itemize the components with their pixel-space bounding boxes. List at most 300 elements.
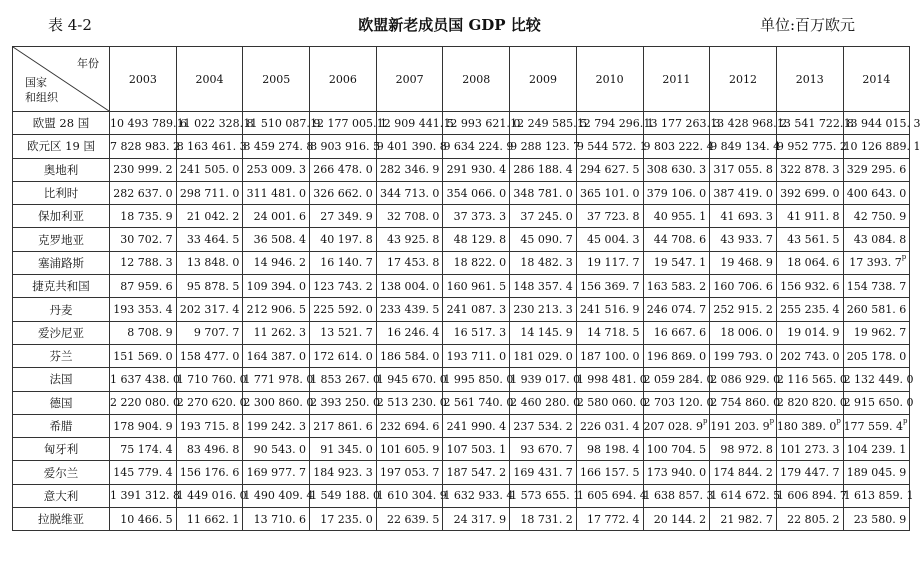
year-header-cell: 2013 xyxy=(776,47,843,112)
corner-country-label xyxy=(25,75,58,105)
country-name-cell: 爱尔兰 xyxy=(13,461,110,484)
gdp-value: 13 541 722. 8 xyxy=(776,116,854,130)
gdp-value: 348 781. 0 xyxy=(513,186,573,200)
gdp-value-cell xyxy=(843,135,921,158)
table-row xyxy=(13,508,910,531)
gdp-value-cell xyxy=(110,438,177,461)
gdp-value-cell xyxy=(843,438,910,461)
gdp-value-cell xyxy=(176,181,243,204)
gdp-value-cell xyxy=(576,414,643,437)
gdp-value: 13 428 968. 2 xyxy=(710,116,788,130)
gdp-value: 17 453. 8 xyxy=(386,256,440,270)
gdp-value-cell xyxy=(310,508,377,531)
gdp-value-cell xyxy=(710,135,781,158)
gdp-value-cell xyxy=(443,508,510,531)
table-row xyxy=(13,251,910,274)
gdp-value: 87 959. 6 xyxy=(120,279,173,293)
gdp-value: 101 273. 3 xyxy=(780,442,840,456)
gdp-value-cell xyxy=(776,368,847,391)
gdp-value: 344 713. 0 xyxy=(379,186,440,200)
gdp-value-cell xyxy=(376,275,443,298)
gdp-value: 13 944 015. 3 xyxy=(843,116,921,130)
gdp-value-cell xyxy=(576,205,643,228)
gdp-value: 36 508. 4 xyxy=(253,233,307,247)
gdp-value: 9 849 134. 4 xyxy=(710,139,781,153)
gdp-value-cell xyxy=(776,321,843,344)
gdp-value-cell xyxy=(310,298,377,321)
year-header-cell: 2011 xyxy=(643,47,710,112)
gdp-value: 298 711. 0 xyxy=(179,186,240,200)
corner-country-line1: 国家 xyxy=(25,76,47,89)
table-row xyxy=(13,158,910,181)
table-body xyxy=(13,112,921,531)
gdp-value-cell xyxy=(776,414,843,437)
gdp-value-cell xyxy=(710,438,777,461)
gdp-value-cell xyxy=(776,251,843,274)
gdp-value: 9 707. 7 xyxy=(193,326,240,340)
gdp-value-cell xyxy=(176,414,243,437)
gdp-value-cell xyxy=(843,368,914,391)
gdp-value-cell xyxy=(643,438,710,461)
gdp-value: 184 923. 3 xyxy=(313,466,373,480)
gdp-value: 1 449 016. 0 xyxy=(176,489,247,503)
gdp-value: 241 087. 3 xyxy=(446,303,507,317)
gdp-value-cell xyxy=(843,228,910,251)
gdp-value: 40 955. 1 xyxy=(653,209,707,223)
gdp-value-cell xyxy=(710,275,777,298)
gdp-value-cell xyxy=(710,461,777,484)
gdp-value-cell xyxy=(643,298,710,321)
gdp-value-cell xyxy=(710,205,777,228)
gdp-value: 45 090. 7 xyxy=(520,233,573,247)
gdp-value-cell xyxy=(310,275,377,298)
gdp-value: 169 431. 7 xyxy=(513,466,573,480)
gdp-value-cell xyxy=(176,391,247,414)
gdp-value: 18 006. 0 xyxy=(720,326,773,340)
table-row xyxy=(13,135,910,158)
gdp-value-cell xyxy=(710,344,777,367)
gdp-value-cell xyxy=(176,508,243,531)
gdp-value-cell xyxy=(776,484,847,507)
gdp-value-cell xyxy=(510,508,577,531)
table-number: 表 4-2 xyxy=(48,16,92,34)
gdp-value-cell xyxy=(376,391,447,414)
gdp-value-cell xyxy=(376,251,443,274)
gdp-value-cell xyxy=(576,275,643,298)
gdp-value: 11 510 087. 9 xyxy=(243,116,321,130)
gdp-value-cell xyxy=(443,298,510,321)
table-row xyxy=(13,205,910,228)
gdp-value: 48 129. 8 xyxy=(453,233,507,247)
gdp-value: 42 750. 9 xyxy=(853,209,907,223)
gdp-value-cell xyxy=(443,368,514,391)
country-name-cell: 拉脱维亚 xyxy=(13,508,110,531)
gdp-value: 43 925. 8 xyxy=(386,233,440,247)
gdp-value-cell xyxy=(843,321,910,344)
gdp-value-cell xyxy=(376,205,443,228)
gdp-value-cell xyxy=(443,251,510,274)
country-name-cell: 捷克共和国 xyxy=(13,275,110,298)
gdp-value: 19 547. 1 xyxy=(653,256,707,270)
gdp-value: 230 999. 2 xyxy=(113,163,173,177)
gdp-value: 83 496. 8 xyxy=(186,442,240,456)
country-name-cell: 欧元区 19 国 xyxy=(13,135,110,158)
gdp-value: 1 771 978. 0 xyxy=(243,372,314,386)
gdp-value: 1 637 438. 0 xyxy=(110,372,180,386)
gdp-value-cell xyxy=(843,391,914,414)
gdp-value-cell xyxy=(376,344,443,367)
gdp-value-cell xyxy=(110,484,180,507)
table-row xyxy=(13,368,910,391)
gdp-value-cell xyxy=(776,158,843,181)
gdp-value: 226 031. 4 xyxy=(580,419,640,433)
gdp-value: 246 074. 7 xyxy=(646,303,707,317)
gdp-value-cell xyxy=(243,298,310,321)
gdp-value-cell xyxy=(310,321,377,344)
gdp-value-cell xyxy=(243,391,314,414)
gdp-value: 187 100. 0 xyxy=(580,349,640,363)
gdp-value-cell xyxy=(576,298,643,321)
country-name-cell: 芬兰 xyxy=(13,344,110,367)
gdp-value-cell xyxy=(576,251,643,274)
gdp-value-cell xyxy=(176,461,243,484)
gdp-value: 1 853 267. 0 xyxy=(310,372,381,386)
gdp-value-cell xyxy=(710,298,777,321)
gdp-value: 11 662. 1 xyxy=(186,512,240,526)
country-name-cell: 塞浦路斯 xyxy=(13,251,110,274)
gdp-value-cell xyxy=(243,158,310,181)
gdp-value-cell xyxy=(443,135,514,158)
year-header-cell: 2014 xyxy=(843,47,910,112)
gdp-value: 1 632 933. 4 xyxy=(443,489,514,503)
gdp-value-cell xyxy=(576,391,647,414)
gdp-value-cell xyxy=(243,181,310,204)
gdp-value: 199 242. 3 xyxy=(246,419,307,433)
gdp-value: 2 460 280. 0 xyxy=(510,396,581,410)
gdp-value: 253 009. 3 xyxy=(246,163,307,177)
gdp-value-cell xyxy=(776,298,843,321)
gdp-value-cell xyxy=(576,158,643,181)
gdp-value: 1 995 850. 0 xyxy=(443,372,514,386)
gdp-value: 2 086 929. 0 xyxy=(710,372,781,386)
gdp-value-cell xyxy=(843,112,921,135)
gdp-value: 40 197. 8 xyxy=(320,233,373,247)
gdp-value: 12 249 585. 5 xyxy=(510,116,588,130)
gdp-value: 392 699. 0 xyxy=(780,186,840,200)
gdp-value: 237 534. 2 xyxy=(513,419,573,433)
provisional-mark: p xyxy=(769,416,775,425)
gdp-value-cell xyxy=(243,251,310,274)
gdp-value: 2 132 449. 0 xyxy=(843,372,914,386)
gdp-value: 13 177 263. 3 xyxy=(643,116,721,130)
gdp-value: 145 779. 4 xyxy=(113,466,173,480)
gdp-value: 241 516. 9 xyxy=(580,303,640,317)
gdp-value-cell xyxy=(576,461,643,484)
gdp-value-cell xyxy=(510,321,577,344)
gdp-value-cell xyxy=(376,368,447,391)
year-header-cell: 2006 xyxy=(310,47,377,112)
gdp-value: 2 820 820. 0 xyxy=(776,396,847,410)
gdp-value: 17 772. 4 xyxy=(587,512,640,526)
gdp-value-cell xyxy=(376,461,443,484)
gdp-value: 30 702. 7 xyxy=(120,233,173,247)
gdp-value: 14 718. 5 xyxy=(587,326,640,340)
gdp-value-cell xyxy=(776,205,843,228)
country-name-cell: 克罗地亚 xyxy=(13,228,110,251)
gdp-value-cell xyxy=(776,344,843,367)
gdp-value: 18 482. 3 xyxy=(520,256,573,270)
gdp-value: 1 945 670. 0 xyxy=(376,372,447,386)
gdp-value-cell xyxy=(510,298,577,321)
gdp-value-cell xyxy=(176,205,243,228)
gdp-value-cell xyxy=(510,275,577,298)
gdp-value-cell xyxy=(643,228,710,251)
gdp-value-cell xyxy=(176,275,243,298)
gdp-value: 225 592. 0 xyxy=(313,303,373,317)
gdp-value: 180 389. 0 xyxy=(776,419,837,433)
country-name-cell: 意大利 xyxy=(13,484,110,507)
gdp-value-cell xyxy=(376,484,447,507)
gdp-value: 93 670. 7 xyxy=(520,442,573,456)
gdp-value: 13 521. 7 xyxy=(320,326,373,340)
gdp-value-cell xyxy=(576,321,643,344)
gdp-value-cell xyxy=(110,181,177,204)
gdp-value: 16 667. 6 xyxy=(653,326,707,340)
gdp-value-cell xyxy=(310,181,377,204)
gdp-value-cell xyxy=(643,508,710,531)
gdp-value-cell xyxy=(443,438,510,461)
gdp-value-cell xyxy=(110,368,180,391)
gdp-value: 212 906. 5 xyxy=(246,303,307,317)
table-row xyxy=(13,181,910,204)
gdp-value: 158 477. 0 xyxy=(179,349,240,363)
gdp-value-cell xyxy=(843,205,910,228)
gdp-value: 12 909 441. 5 xyxy=(376,116,454,130)
gdp-value: 9 288 123. 7 xyxy=(510,139,581,153)
gdp-value: 18 822. 0 xyxy=(453,256,507,270)
gdp-value: 21 042. 2 xyxy=(186,209,240,223)
gdp-value-cell xyxy=(110,391,180,414)
gdp-value-cell xyxy=(576,438,643,461)
gdp-value-cell xyxy=(310,112,388,135)
gdp-value: 379 106. 0 xyxy=(646,186,707,200)
gdp-value: 260 581. 6 xyxy=(846,303,907,317)
gdp-value-cell xyxy=(176,344,243,367)
gdp-value-cell xyxy=(443,461,510,484)
gdp-value: 2 059 284. 0 xyxy=(643,372,714,386)
gdp-value-cell xyxy=(510,484,581,507)
gdp-value: 1 710 760. 0 xyxy=(176,372,247,386)
gdp-value: 1 610 304. 9 xyxy=(376,489,447,503)
gdp-value: 37 723. 8 xyxy=(587,209,640,223)
gdp-value: 91 345. 0 xyxy=(320,442,373,456)
gdp-value: 166 157. 5 xyxy=(580,466,640,480)
gdp-value: 12 177 005. 1 xyxy=(310,116,388,130)
gdp-value-cell xyxy=(510,135,581,158)
corner-year-label: 年份 xyxy=(77,57,99,70)
gdp-value-cell xyxy=(443,484,514,507)
gdp-value: 16 246. 4 xyxy=(386,326,440,340)
gdp-value-cell xyxy=(376,158,443,181)
unit-label: 单位:百万欧元 xyxy=(759,16,855,34)
gdp-value: 23 580. 9 xyxy=(853,512,907,526)
gdp-value-cell xyxy=(510,344,577,367)
gdp-value-cell xyxy=(643,112,721,135)
gdp-value: 9 803 222. 4 xyxy=(643,139,714,153)
country-name-cell: 丹麦 xyxy=(13,298,110,321)
gdp-value-cell xyxy=(176,298,243,321)
gdp-value-cell xyxy=(510,391,581,414)
year-header-cell: 2012 xyxy=(710,47,777,112)
gdp-value: 164 387. 0 xyxy=(246,349,307,363)
provisional-mark: p xyxy=(903,416,908,425)
gdp-value: 8 163 461. 3 xyxy=(176,139,247,153)
gdp-value: 230 213. 3 xyxy=(513,303,573,317)
gdp-value-cell xyxy=(443,112,521,135)
gdp-value-cell xyxy=(776,461,843,484)
gdp-value: 294 627. 5 xyxy=(580,163,640,177)
gdp-value-cell xyxy=(376,228,443,251)
gdp-value: 205 178. 0 xyxy=(846,349,907,363)
gdp-value-cell xyxy=(643,275,710,298)
gdp-value: 241 505. 0 xyxy=(179,163,240,177)
gdp-value: 266 478. 0 xyxy=(313,163,373,177)
gdp-value: 308 630. 3 xyxy=(646,163,707,177)
gdp-value: 16 517. 3 xyxy=(453,326,507,340)
year-header-cell: 2003 xyxy=(110,47,177,112)
gdp-value: 255 235. 4 xyxy=(780,303,840,317)
gdp-value-cell xyxy=(710,484,781,507)
gdp-value-cell xyxy=(710,181,777,204)
gdp-value: 24 317. 9 xyxy=(453,512,507,526)
gdp-value: 2 703 120. 0 xyxy=(643,396,714,410)
gdp-value: 8 459 274. 8 xyxy=(243,139,314,153)
gdp-value-cell xyxy=(443,275,510,298)
gdp-value: 354 066. 0 xyxy=(446,186,507,200)
gdp-value-cell xyxy=(576,484,647,507)
country-name-cell: 匈牙利 xyxy=(13,438,110,461)
gdp-value: 2 580 060. 0 xyxy=(576,396,647,410)
year-header-cell: 2004 xyxy=(176,47,243,112)
gdp-value: 7 828 983. 2 xyxy=(110,139,180,153)
gdp-value: 191 203. 9 xyxy=(710,419,770,433)
gdp-value: 9 952 775. 2 xyxy=(776,139,847,153)
gdp-value: 22 639. 5 xyxy=(386,512,440,526)
gdp-value: 1 614 672. 5 xyxy=(710,489,781,503)
gdp-value: 2 393 250. 0 xyxy=(310,396,381,410)
gdp-value-cell xyxy=(376,438,443,461)
table-row xyxy=(13,461,910,484)
gdp-value: 207 028. 9 xyxy=(643,419,703,433)
gdp-value-cell xyxy=(710,414,777,437)
country-name-cell: 德国 xyxy=(13,391,110,414)
gdp-value: 43 084. 8 xyxy=(853,233,907,247)
gdp-value: 37 373. 3 xyxy=(453,209,507,223)
corner-header-cell xyxy=(13,47,110,112)
gdp-value-cell xyxy=(576,368,647,391)
gdp-value-cell xyxy=(443,414,510,437)
gdp-value: 95 878. 5 xyxy=(186,279,240,293)
gdp-value-cell xyxy=(643,414,710,437)
gdp-value-cell xyxy=(376,414,443,437)
gdp-value: 193 711. 0 xyxy=(446,349,507,363)
gdp-value: 101 605. 9 xyxy=(379,442,440,456)
gdp-value: 1 490 409. 4 xyxy=(243,489,314,503)
corner-country-line2: 和组织 xyxy=(25,91,58,104)
gdp-value: 1 613 859. 1 xyxy=(843,489,914,503)
gdp-value: 10 126 889. 1 xyxy=(843,139,921,153)
year-header-cell: 2007 xyxy=(376,47,443,112)
gdp-value: 193 715. 8 xyxy=(179,419,240,433)
gdp-value-cell xyxy=(176,484,247,507)
gdp-value-cell xyxy=(576,135,647,158)
gdp-value: 286 188. 4 xyxy=(513,163,573,177)
country-name-cell: 法国 xyxy=(13,368,110,391)
gdp-value-cell xyxy=(376,181,443,204)
gdp-value: 174 844. 2 xyxy=(713,466,773,480)
gdp-value: 241 990. 4 xyxy=(446,419,507,433)
gdp-value: 19 962. 7 xyxy=(853,326,907,340)
gdp-value-cell xyxy=(843,508,910,531)
gdp-value: 1 573 655. 1 xyxy=(510,489,581,503)
gdp-value: 2 116 565. 0 xyxy=(776,372,847,386)
gdp-value-cell xyxy=(243,275,310,298)
gdp-value-cell xyxy=(110,414,177,437)
gdp-value: 8 708. 9 xyxy=(127,326,173,340)
year-header-cell: 2008 xyxy=(443,47,510,112)
gdp-value-cell xyxy=(310,438,377,461)
gdp-value-cell xyxy=(643,321,710,344)
table-row xyxy=(13,228,910,251)
gdp-value: 387 419. 0 xyxy=(713,186,773,200)
gdp-value: 13 710. 6 xyxy=(253,512,307,526)
gdp-value: 12 993 621. 0 xyxy=(443,116,521,130)
gdp-value-cell xyxy=(243,112,321,135)
gdp-value-cell xyxy=(776,275,843,298)
gdp-value-cell xyxy=(310,158,377,181)
gdp-value-cell xyxy=(310,461,377,484)
gdp-value-cell xyxy=(110,135,180,158)
gdp-value: 104 239. 1 xyxy=(846,442,907,456)
gdp-value-cell xyxy=(243,484,314,507)
gdp-value-cell xyxy=(776,508,843,531)
gdp-value: 17 235. 0 xyxy=(320,512,373,526)
gdp-value-cell xyxy=(776,438,843,461)
gdp-value-cell xyxy=(310,228,377,251)
gdp-value: 11 262. 3 xyxy=(253,326,307,340)
table-row xyxy=(13,484,910,507)
gdp-value-cell xyxy=(710,112,788,135)
gdp-value: 163 583. 2 xyxy=(646,279,707,293)
gdp-value: 178 904. 9 xyxy=(113,419,173,433)
gdp-value: 233 439. 5 xyxy=(379,303,440,317)
gdp-value-cell xyxy=(510,112,588,135)
gdp-value: 100 704. 5 xyxy=(646,442,707,456)
gdp-value-cell xyxy=(843,414,910,437)
table-row xyxy=(13,414,910,437)
gdp-value-cell xyxy=(443,205,510,228)
gdp-value-cell xyxy=(576,228,643,251)
gdp-value: 107 503. 1 xyxy=(446,442,507,456)
table-row xyxy=(13,321,910,344)
gdp-value-cell xyxy=(443,228,510,251)
gdp-value-cell xyxy=(110,298,177,321)
gdp-value-cell xyxy=(243,508,310,531)
table-row xyxy=(13,391,910,414)
gdp-value: 156 369. 7 xyxy=(580,279,640,293)
gdp-value: 173 940. 0 xyxy=(646,466,707,480)
gdp-value: 43 561. 5 xyxy=(787,233,840,247)
